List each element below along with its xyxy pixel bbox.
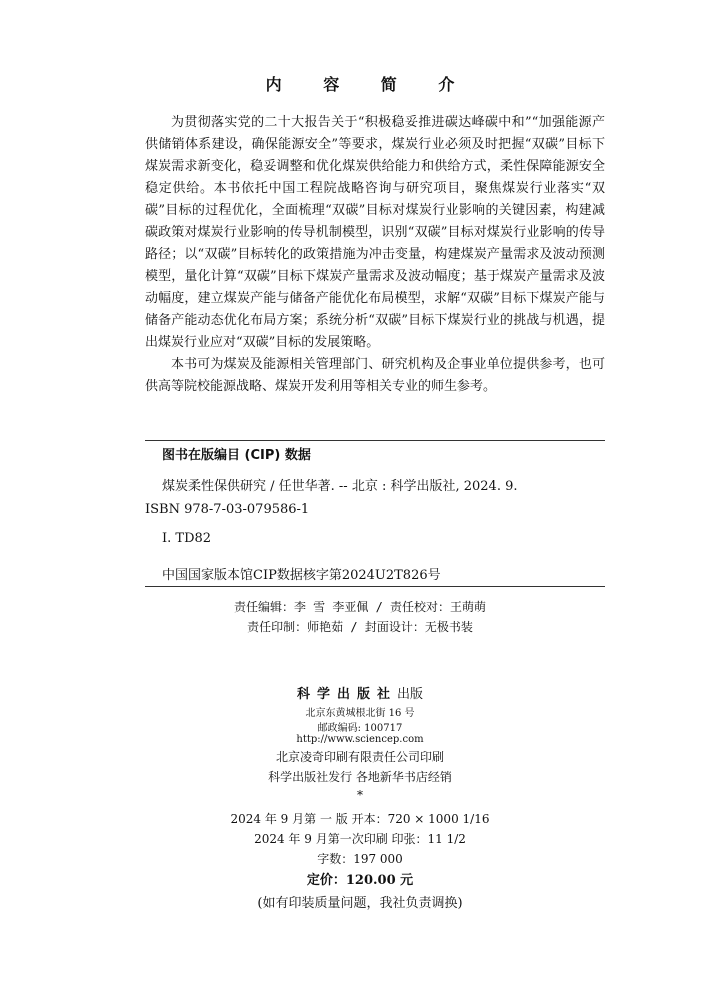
summary-paragraph-2: 本书可为煤炭及能源相关管理部门、研究机构及企事业单位提供参考，也可供高等院校能源战略、煤炭开发利用等相关专业的师生参考。 [145,357,605,394]
cip-classification: Ⅰ. TD82 [162,531,212,546]
cip-record-number: 中国国家版本馆CIP数据核字第2024U2T826号 [162,568,441,583]
publisher-address: 北京东黄城根北街 16 号 [305,708,415,719]
publisher-website: http://www.sciencep.com [296,734,424,745]
printing-line: 2024 年 9 月第一次印刷 印张：11 1/2 [254,832,466,846]
publisher-suffix: 出版 [397,687,424,702]
word-count: 字数：197 000 [317,852,403,866]
edition-line: 2024 年 9 月第 一 版 开本：720 × 1000 1/16 [230,812,490,826]
cip-isbn: ISBN 978-7-03-079586-1 [145,502,310,517]
separator-star: * [357,788,363,802]
cip-heading: 图书在版编目 (CIP) 数据 [162,448,311,463]
publisher-name: 科学出版社 [296,687,397,702]
cip-title-line: 煤炭柔性保供研究 / 任世华著. -- 北京 : 科学出版社, 2024. 9. [162,479,518,494]
credits-line-1: 责任编辑：李 雪 李亚佩 / 责任校对：王萌萌 [233,600,487,614]
publisher-postcode: 邮政编码: 100717 [317,723,403,734]
printer-line: 北京凌奇印刷有限责任公司印刷 [275,750,444,764]
credits-line-2: 责任印制：师艳茹 / 封面设计：无极书装 [247,620,473,634]
cip-bottom-rule [145,586,605,587]
page-title: 内 容 简 介 [265,75,473,94]
content-summary [145,112,605,398]
distribution-line: 科学出版社发行 各地新华书店经销 [268,770,452,784]
cip-top-rule [145,440,605,441]
summary-paragraph-1: 为贯彻落实党的二十大报告关于“积极稳妥推进碳达峰碳中和”“加强能源产供储销体系建设，确保能源安全”等要求，煤炭行业必须及时把握“双碳”目标下煤炭需求新变化，稳妥调整和优化煤炭供给能力和供给方式，柔性保障能源安全稳定供给。本书依托中国工程院战略咨询与研究项目，聚焦煤炭行业落实“双碳”目标的过程优化，全面梳理“双碳”目标对煤炭行业影响的关键因素，构建减碳政策对煤炭行业影响的传导机制模型，识别“双碳”目标对煤炭行业影响的传导路径；以“双碳”目标转化的政策措施为冲击变量，构建煤炭产量需求及波动预测模型，量化计算“双碳”目标下煤炭产量需求及波动幅度；基于煤炭产量需求及波动幅度，建立煤炭产能与储备产能优化布局模型，求解“双碳”目标下煤炭产能与储备产能动态优化布局方案；系统分析“双碳”目标下煤炭行业的挑战与机遇，提出煤炭行业应对“双碳”目标的发展策略。 [145,115,605,350]
price: 定价：120.00 元 [306,873,414,888]
publisher-line [0,683,720,702]
quality-notice: (如有印装质量问题，我社负责调换) [257,896,463,911]
